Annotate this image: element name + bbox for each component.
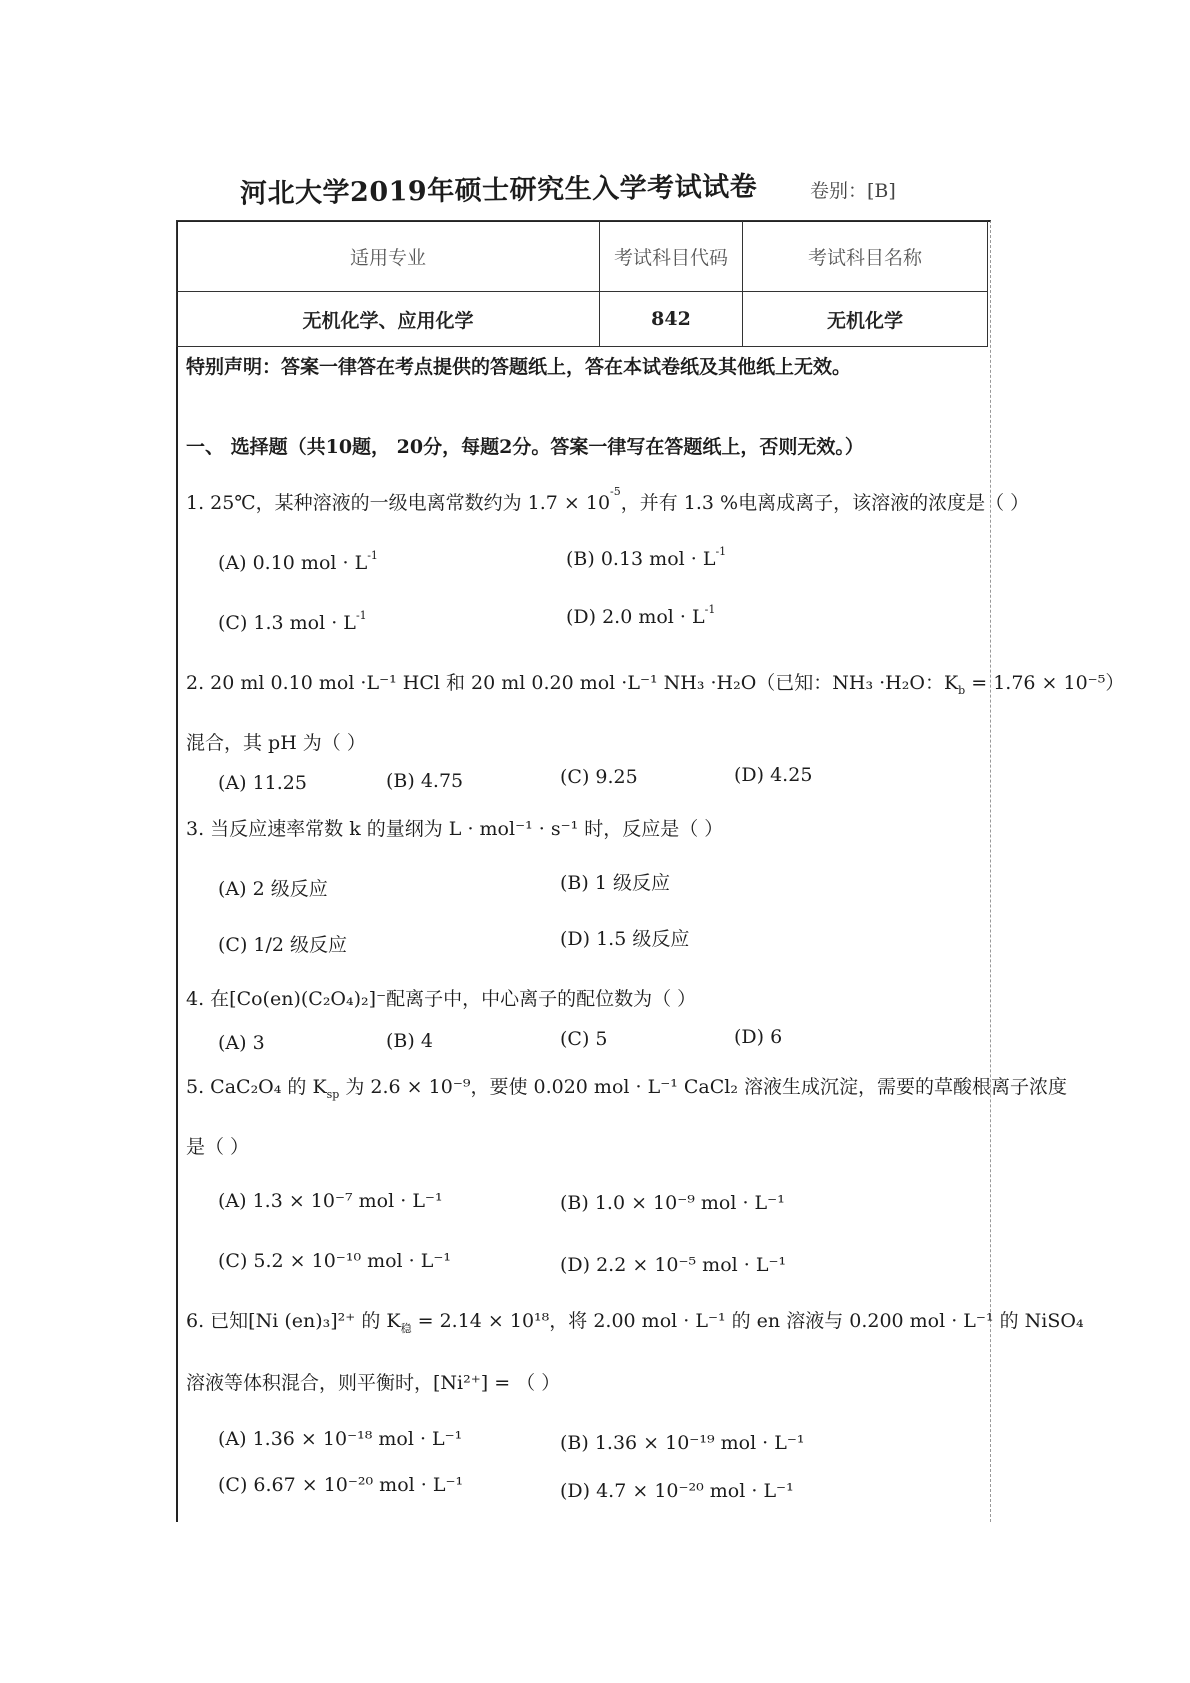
q1-option-a: [218, 549, 378, 574]
q6-stem-part2: = 2.14 × 10¹⁸，将 2.00 mol · L⁻¹ 的 en 溶液与 0.200 mol · L⁻¹ 的 NiSO₄: [411, 1310, 1084, 1332]
question-3: 3. 当反应速率常数 k 的量纲为 L · mol⁻¹ · s⁻¹ 时，反应是（ ）: [186, 818, 724, 840]
q2-option-b: (B) 4.75: [386, 770, 464, 792]
q2-stem-part1: 2. 20 ml 0.10 mol ·L⁻¹ HCl 和 20 ml 0.20 mol ·L⁻¹ NH₃ ·H₂O（已知：NH₃ ·H₂O：K: [186, 672, 959, 694]
question-5-line-1: [186, 1072, 1067, 1101]
q1-stem-part2: ，并有 1.3 %电离成离子，该溶液的浓度是（ ）: [620, 492, 1030, 514]
q3-option-d: (D) 1.5 级反应: [560, 928, 690, 950]
q5-option-d: (D) 2.2 × 10⁻⁵ mol · L⁻¹: [560, 1254, 787, 1276]
q1-option-b-text: (B) 0.13 mol · L: [566, 548, 716, 570]
q3-option-b: (B) 1 级反应: [560, 872, 670, 894]
question-1: [186, 485, 1030, 515]
q3-option-a: (A) 2 级反应: [218, 878, 328, 900]
major-value: 无机化学、应用化学: [177, 292, 600, 347]
q6-kstab-subscript: 稳: [400, 1321, 412, 1335]
q2-option-d: (D) 4.25: [734, 764, 813, 786]
question-2-line-2: 混合，其 pH 为（ ）: [186, 732, 366, 754]
q1-option-d-exp: -1: [704, 603, 716, 616]
q2-stem-part2: = 1.76 × 10⁻⁵）: [965, 672, 1125, 694]
q1-option-b-exp: -1: [715, 545, 727, 558]
question-4: 4. 在[Co(en)(C₂O₄)₂]⁻配离子中，中心离子的配位数为（ ）: [186, 988, 697, 1010]
special-notice: 特别声明：答案一律答在考点提供的答题纸上，答在本试卷纸及其他纸上无效。: [186, 356, 852, 378]
q6-option-b: (B) 1.36 × 10⁻¹⁹ mol · L⁻¹: [560, 1432, 805, 1454]
q1-option-c: [218, 609, 367, 634]
question-2-line-1: [186, 668, 1124, 697]
question-5-line-2: 是（ ）: [186, 1136, 250, 1158]
q1-option-a-text: (A) 0.10 mol · L: [218, 552, 368, 574]
q1-option-a-exp: -1: [367, 549, 378, 562]
q1-option-c-text: (C) 1.3 mol · L: [218, 612, 356, 634]
q6-option-a: (A) 1.36 × 10⁻¹⁸ mol · L⁻¹: [218, 1428, 463, 1450]
exam-title: 河北大学2019年硕士研究生入学考试试卷: [239, 171, 758, 210]
major-header: 适用专业: [177, 221, 600, 292]
q6-option-d: (D) 4.7 × 10⁻²⁰ mol · L⁻¹: [560, 1480, 794, 1502]
q1-option-c-exp: -1: [355, 609, 367, 622]
q3-option-c: (C) 1/2 级反应: [218, 934, 348, 956]
q1-option-d: [566, 603, 716, 628]
q2-kb-subscript: b: [958, 683, 966, 697]
q1-option-d-text: (D) 2.0 mol · L: [566, 606, 705, 628]
paper-type-label: 卷别：[B]: [810, 180, 896, 202]
q4-option-c: (C) 5: [560, 1028, 608, 1050]
subject-code-value: 842: [600, 292, 743, 347]
subject-name-value: 无机化学: [743, 292, 988, 347]
q6-option-c: (C) 6.67 × 10⁻²⁰ mol · L⁻¹: [218, 1474, 464, 1496]
q4-option-b: (B) 4: [386, 1030, 433, 1052]
exam-info-table: [176, 220, 988, 347]
q5-stem-part2: 为 2.6 × 10⁻⁹，要使 0.020 mol · L⁻¹ CaCl₂ 溶液生成沉淀，需要的草酸根离子浓度: [339, 1076, 1068, 1098]
q1-stem-part1: 1. 25℃，某种溶液的一级电离常数约为 1.7 × 10: [186, 492, 611, 514]
q5-option-a: (A) 1.3 × 10⁻⁷ mol · L⁻¹: [218, 1190, 443, 1212]
subject-name-header: 考试科目名称: [743, 221, 988, 292]
q5-stem-part1: 5. CaC₂O₄ 的 K: [186, 1076, 327, 1098]
question-6-line-1: [186, 1306, 1084, 1336]
q2-option-a: (A) 11.25: [218, 772, 307, 794]
q2-option-c: (C) 9.25: [560, 766, 638, 788]
q6-stem-part1: 6. 已知[Ni (en)₃]²⁺ 的 K: [186, 1310, 401, 1332]
q5-option-b: (B) 1.0 × 10⁻⁹ mol · L⁻¹: [560, 1192, 785, 1214]
question-6-line-2: 溶液等体积混合，则平衡时，[Ni²⁺] = （ ）: [186, 1372, 561, 1394]
subject-code-header: 考试科目代码: [600, 221, 743, 292]
q4-option-a: (A) 3: [218, 1032, 265, 1054]
section-title: 一、 选择题（共10题， 20分，每题2分。答案一律写在答题纸上，否则无效。）: [186, 436, 864, 458]
q5-ksp-subscript: sp: [326, 1087, 340, 1101]
q1-option-b: [566, 545, 727, 570]
q5-option-c: (C) 5.2 × 10⁻¹⁰ mol · L⁻¹: [218, 1250, 452, 1272]
q4-option-d: (D) 6: [734, 1026, 783, 1048]
q1-exponent: -5: [610, 485, 621, 498]
